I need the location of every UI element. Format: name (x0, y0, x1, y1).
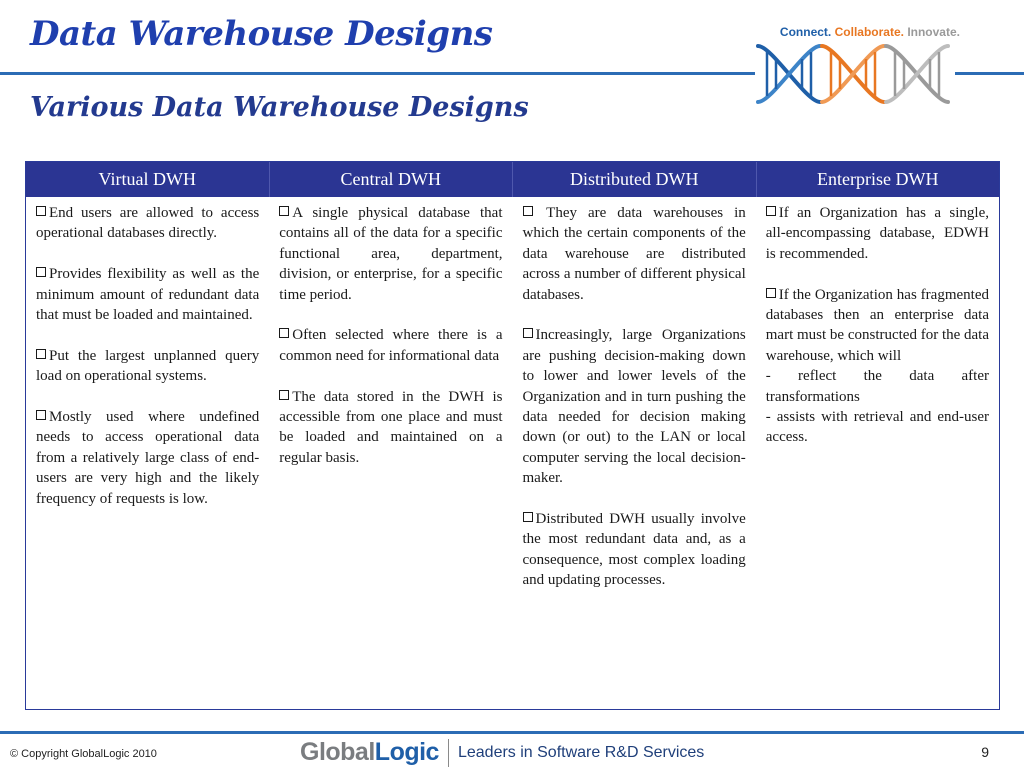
checkbox-bullet-icon (36, 267, 46, 277)
sub-item: - reflect the data after transformations (765, 368, 989, 405)
bullet-item (36, 264, 259, 325)
checkbox-bullet-icon (523, 512, 533, 522)
bullet-item (279, 325, 502, 366)
bullet-text: The data stored in the DWH is accessible from one place and must be loaded and maintained on a regular basis. (279, 388, 503, 466)
bullet-item (766, 203, 989, 264)
bullet-item (36, 346, 259, 387)
bullet-text: Provides flexibility as well as the minimum amount of redundant data that must be loaded and maintained. (36, 266, 260, 324)
bullet-item (523, 509, 746, 591)
bullet-item (279, 203, 502, 305)
footer-rule (0, 731, 1024, 734)
logo-part-global: Global (300, 738, 375, 766)
globallogic-logo (300, 738, 439, 767)
checkbox-bullet-icon (36, 410, 46, 420)
header-central-dwh: Central DWH (269, 162, 513, 197)
dna-helix-icon (752, 42, 957, 106)
bullet-text: Distributed DWH usually involve the most redundant data and, as a consequence, most complex loading and updating processes. (522, 511, 746, 589)
bullet-item (36, 407, 259, 509)
brand-divider (448, 739, 449, 767)
bullet-text: End users are allowed to access operational databases directly. (36, 205, 260, 242)
checkbox-bullet-icon (36, 349, 46, 359)
checkbox-bullet-icon (523, 206, 533, 216)
dwh-comparison-table (25, 161, 1000, 710)
slide-subtitle: Various Data Warehouse Designs (30, 92, 529, 123)
page-number: 9 (981, 744, 989, 760)
checkbox-bullet-icon (279, 328, 289, 338)
bullet-text: Mostly used where undefined needs to access operational data from a relatively large class of end-users are very high and the likely frequency of requests is low. (36, 409, 260, 507)
checkbox-bullet-icon (36, 206, 46, 216)
table-body-row (26, 197, 999, 709)
header-virtual-dwh: Virtual DWH (98, 169, 196, 189)
brand-tagline (780, 25, 960, 39)
copyright-text: © Copyright GlobalLogic 2010 (10, 748, 157, 760)
bullet-item (766, 285, 989, 367)
bullet-item (523, 325, 746, 488)
bullet-item (36, 203, 259, 244)
footer-brand (300, 738, 704, 767)
footer-tagline: Leaders in Software R&D Services (457, 743, 705, 761)
bullet-text: A single physical database that contains all of the data for a specific functional area, department, division, or enterprise, for a specific time period. (279, 205, 503, 303)
column-enterprise-dwh (756, 197, 999, 709)
column-distributed-dwh (513, 197, 756, 709)
checkbox-bullet-icon (279, 206, 289, 216)
slide-title: Data Warehouse Designs (30, 14, 493, 54)
bullet-text: Often selected where there is a common need for informational data (279, 327, 503, 364)
table-header-row (26, 162, 999, 197)
bullet-item (279, 387, 502, 469)
checkbox-bullet-icon (279, 390, 289, 400)
bullet-text: Increasingly, large Organizations are pushing decision-making down to lower and lower levels of the Organization and in turn pushing the data needed for decision making down (or out) to the LAN or local computer serving the local decision-maker. (522, 327, 746, 487)
header-rule (0, 72, 755, 75)
checkbox-bullet-icon (766, 288, 776, 298)
sub-item: - assists with retrieval and end-user access. (765, 409, 989, 446)
checkbox-bullet-icon (766, 206, 776, 216)
header-distributed-dwh: Distributed DWH (512, 162, 756, 197)
logo-part-logic: Logic (374, 738, 439, 766)
checkbox-bullet-icon (523, 328, 533, 338)
bullet-text: They are data warehouses in which the certain components of the data warehouse are distributed across a number of different physical databases. (522, 205, 746, 303)
header-enterprise-dwh: Enterprise DWH (756, 162, 1000, 197)
bullet-item (523, 203, 746, 305)
bullet-text: Put the largest unplanned query load on operational systems. (36, 347, 260, 385)
bullet-text: If an Organization has a single, all-encompassing database, EDWH is recommended. (765, 205, 989, 262)
bullet-text: If the Organization has fragmented databases then an enterprise data mart must be constructed for the data warehouse, which will (765, 286, 990, 364)
column-virtual-dwh (26, 197, 269, 709)
header-rule-end (955, 72, 1024, 75)
tagline-connect: Connect. (779, 25, 832, 39)
column-central-dwh (269, 197, 512, 709)
tagline-collaborate: Collaborate. (834, 25, 904, 39)
tagline-innovate: Innovate. (907, 25, 960, 39)
